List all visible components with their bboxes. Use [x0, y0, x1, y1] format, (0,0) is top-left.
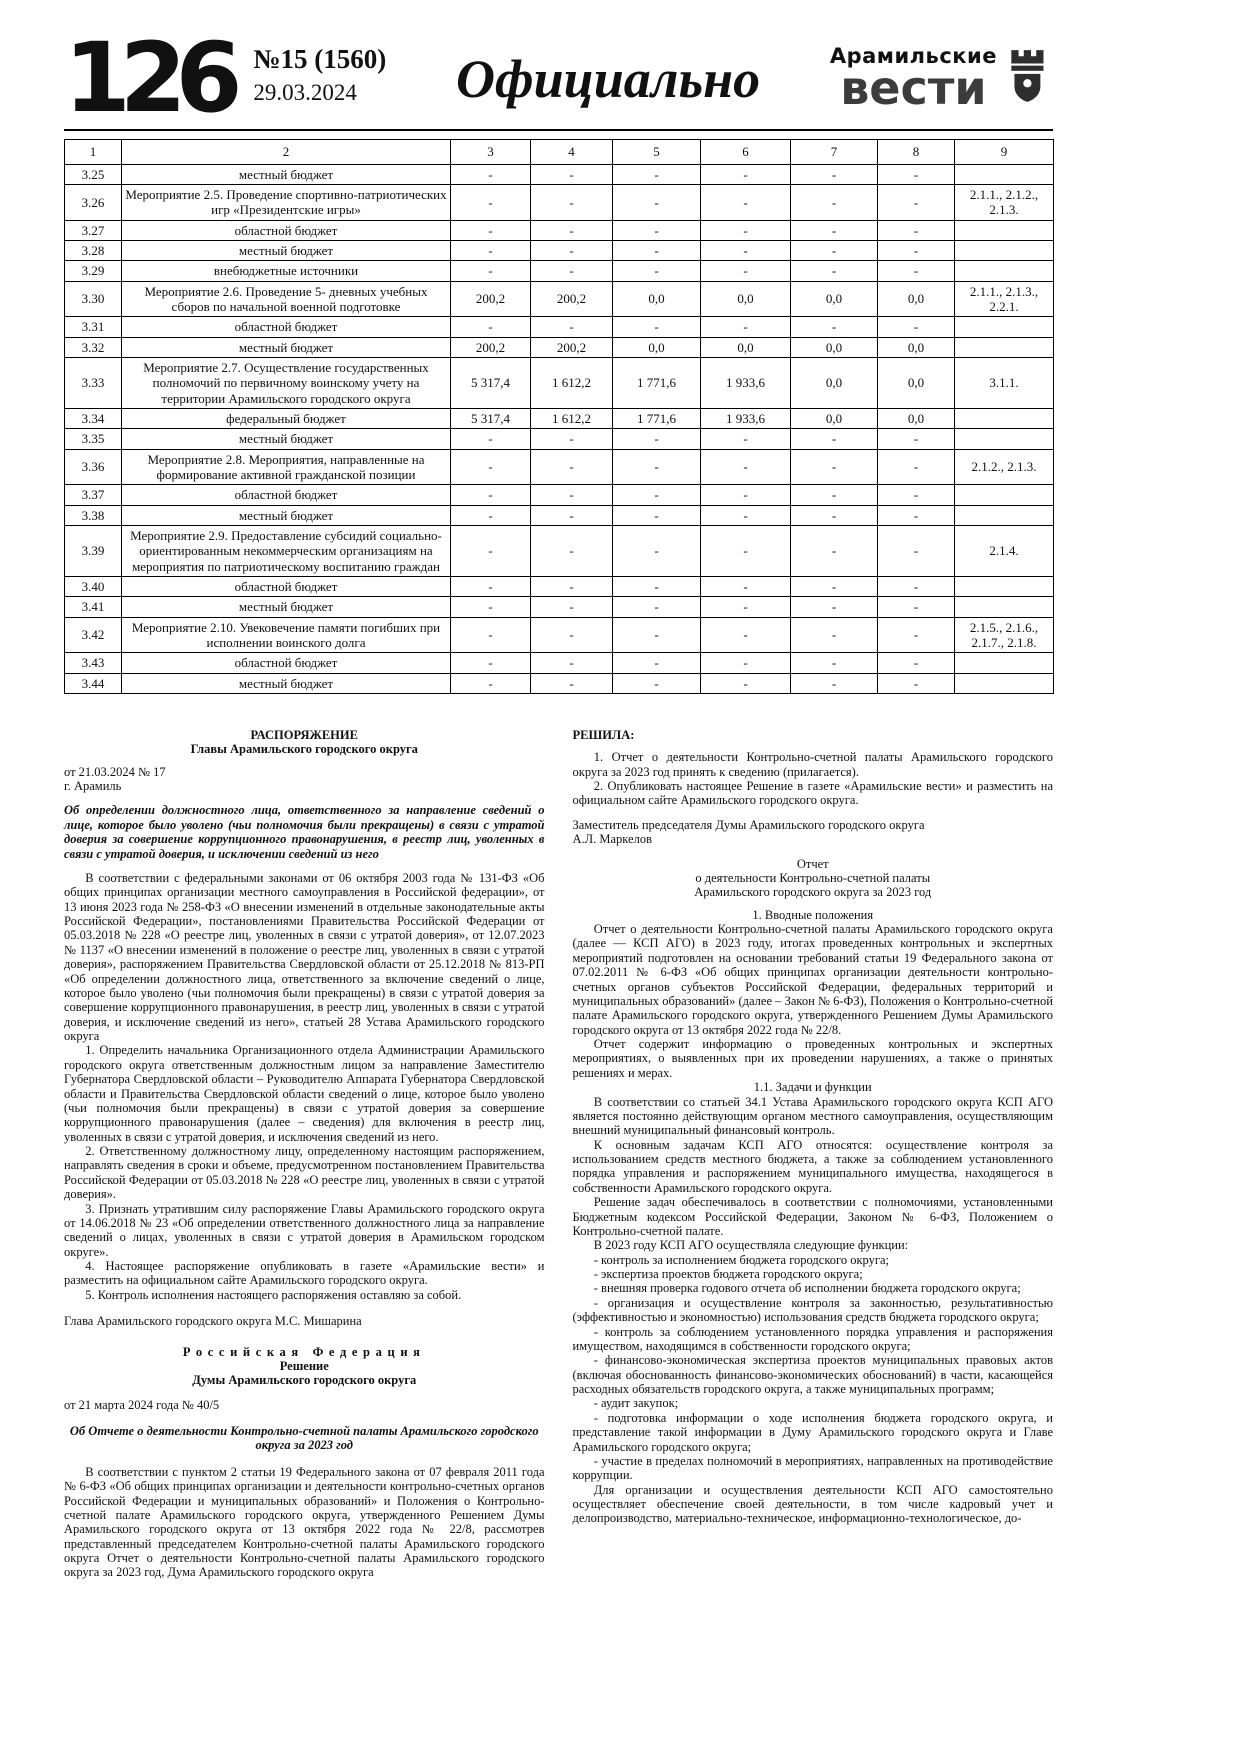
- article-columns: [64, 728, 1053, 1580]
- paragraph: Отчет содержит информацию о проведенных контрольных и экспертных мероприятиях, о выявленных при их проведении нарушениях, а также о принятых решениях и мерах.: [572, 1037, 1053, 1080]
- newspaper-brand: [829, 40, 1053, 115]
- value-cell: -: [531, 241, 613, 261]
- list-item: - подготовка информации о ходе исполнения бюджета городского округа, и представление такой информации в Думу Арамильского городского округа и Главе Арамильского городского округа;: [572, 1410, 1053, 1454]
- issue-block: [253, 40, 386, 106]
- row-label: областной бюджет: [122, 317, 451, 337]
- row-number: 3.29: [65, 261, 122, 281]
- paragraph: 1. Определить начальника Организационного отдела Администрации Арамильского городского округа ответственным должностным лицом за направление Заместителю Губернатора Свердловской области – Руководителю Аппарата Губернатора Свердловской области и Правительства Свердловской области сведений о лице, которое было уволено (чьи полномочия были прекращены) в связи с утратой доверия за совершение коррупционного правонарушения (далее – сведения) для включения в реестр лиц, уволенных в связи с утратой доверия, и исключения сведений из него.: [64, 1043, 545, 1144]
- signature-name: А.Л. Маркелов: [572, 832, 652, 847]
- value-cell: 1 771,6: [613, 409, 701, 429]
- value-cell: -: [791, 653, 878, 673]
- row-number: 3.35: [65, 429, 122, 449]
- value-cell: -: [451, 526, 531, 577]
- table-row: [65, 281, 1054, 317]
- value-cell: 200,2: [531, 337, 613, 357]
- signature-line: Глава Арамильского городского округа М.С. Мишарина: [64, 1314, 362, 1329]
- row-label: местный бюджет: [122, 337, 451, 357]
- doc-title: Российская Федерация: [182, 1344, 426, 1359]
- report-title: Отчет: [796, 856, 829, 871]
- column-header: 7: [791, 139, 878, 164]
- row-label: местный бюджет: [122, 597, 451, 617]
- value-cell: -: [451, 429, 531, 449]
- value-cell: 0,0: [701, 337, 791, 357]
- value-cell: -: [791, 505, 878, 525]
- value-cell: -: [531, 597, 613, 617]
- value-cell: -: [613, 526, 701, 577]
- value-cell: -: [451, 617, 531, 653]
- table-row: [65, 449, 1054, 485]
- value-cell: -: [701, 164, 791, 184]
- value-cell: -: [701, 220, 791, 240]
- value-cell: -: [701, 597, 791, 617]
- row-number: 3.33: [65, 358, 122, 409]
- value-cell: -: [451, 597, 531, 617]
- value-cell: -: [531, 653, 613, 673]
- doc-title: РАСПОРЯЖЕНИЕ: [250, 727, 358, 742]
- table-row: [65, 577, 1054, 597]
- value-cell: -: [791, 164, 878, 184]
- budget-table: [64, 139, 1054, 694]
- left-column: [64, 728, 545, 1580]
- value-cell: -: [878, 577, 955, 597]
- table-row: [65, 261, 1054, 281]
- row-label: местный бюджет: [122, 673, 451, 693]
- row-number: 3.40: [65, 577, 122, 597]
- paragraph: 2. Опубликовать настоящее Решение в газете «Арамильские вести» и разместить на официальном сайте Арамильского городского округа.: [572, 779, 1053, 808]
- program-ref-cell: 2.1.2., 2.1.3.: [955, 449, 1054, 485]
- row-number: 3.27: [65, 220, 122, 240]
- value-cell: -: [701, 449, 791, 485]
- value-cell: -: [878, 164, 955, 184]
- program-ref-cell: [955, 241, 1054, 261]
- value-cell: -: [451, 505, 531, 525]
- value-cell: -: [878, 241, 955, 261]
- value-cell: -: [531, 164, 613, 184]
- right-column: [573, 728, 1054, 1580]
- value-cell: 1 612,2: [531, 409, 613, 429]
- value-cell: -: [791, 617, 878, 653]
- value-cell: -: [531, 220, 613, 240]
- table-row: [65, 185, 1054, 221]
- paragraph: К основным задачам КСП АГО относятся: осуществление контроля за использованием средств местного бюджета, а также за соблюдением установленного порядка управления и распоряжением муниципального имущества, находящегося в собственности Арамильского городского округа.: [572, 1137, 1053, 1195]
- value-cell: -: [701, 317, 791, 337]
- value-cell: -: [451, 164, 531, 184]
- list-item: - аудит закупок;: [593, 1396, 679, 1411]
- program-ref-cell: [955, 317, 1054, 337]
- value-cell: -: [791, 449, 878, 485]
- table-row: [65, 337, 1054, 357]
- masthead: [64, 22, 1053, 134]
- table-row: [65, 673, 1054, 693]
- row-label: местный бюджет: [122, 241, 451, 261]
- table-row: [65, 317, 1054, 337]
- coat-of-arms-icon: [1007, 48, 1053, 104]
- paragraph: 2. Ответственному должностному лицу, определенному настоящим распоряжением, направлять сведения в сроки и объеме, предусмотренном постановлением Правительства Российской Федерации от 05.03.2018 № 228 «О реестре лиц, уволенных в связи с утратой доверия».: [64, 1144, 545, 1202]
- issue-number: №15 (1560): [253, 44, 387, 74]
- value-cell: -: [613, 317, 701, 337]
- value-cell: -: [878, 673, 955, 693]
- value-cell: -: [791, 241, 878, 261]
- table-row: [65, 358, 1054, 409]
- value-cell: -: [701, 653, 791, 673]
- value-cell: 0,0: [791, 337, 878, 357]
- row-number: 3.37: [65, 485, 122, 505]
- doc-place: г. Арамиль: [64, 779, 122, 794]
- value-cell: -: [531, 485, 613, 505]
- value-cell: -: [451, 220, 531, 240]
- program-ref-cell: 2.1.1., 2.1.2., 2.1.3.: [955, 185, 1054, 221]
- column-header: 9: [955, 139, 1054, 164]
- row-label: Мероприятие 2.9. Предоставление субсидий социально-ориентированным некоммерческим организациям на мероприятия по патриотическому воспитанию граждан: [122, 526, 451, 577]
- value-cell: -: [878, 261, 955, 281]
- value-cell: -: [451, 485, 531, 505]
- value-cell: -: [451, 261, 531, 281]
- paragraph: Решение задач обеспечивалось в соответствии с полномочиями, установленными Бюджетным кодексом Российской Федерации, Законом № 6-ФЗ, Положением о Контрольно-счетной палате.: [572, 1195, 1053, 1238]
- value-cell: 0,0: [791, 358, 878, 409]
- value-cell: -: [791, 485, 878, 505]
- value-cell: -: [791, 317, 878, 337]
- paragraph: В соответствии со статьей 34.1 Устава Арамильского городского округа КСП АГО является постоянно действующим органом местного самоуправления, осуществляющим внешний муниципальный финансовый контроль.: [572, 1094, 1053, 1138]
- column-header: 2: [122, 139, 451, 164]
- column-header: 6: [701, 139, 791, 164]
- value-cell: -: [701, 241, 791, 261]
- table-row: [65, 505, 1054, 525]
- program-ref-cell: 2.1.5., 2.1.6., 2.1.7., 2.1.8.: [955, 617, 1054, 653]
- program-ref-cell: 2.1.1., 2.1.3., 2.2.1.: [955, 281, 1054, 317]
- report-title: Арамильского городского округа за 2023 год: [694, 885, 932, 900]
- value-cell: -: [878, 449, 955, 485]
- value-cell: -: [791, 261, 878, 281]
- value-cell: -: [701, 526, 791, 577]
- budget-table-header-row: [65, 139, 1054, 164]
- value-cell: -: [613, 429, 701, 449]
- value-cell: 0,0: [791, 409, 878, 429]
- paragraph: 1. Отчет о деятельности Контрольно-счетной палаты Арамильского городского округа за 2023 год принять к сведению (прилагается).: [572, 750, 1053, 779]
- program-ref-cell: [955, 597, 1054, 617]
- value-cell: -: [791, 673, 878, 693]
- value-cell: 5 317,4: [451, 358, 531, 409]
- row-number: 3.31: [65, 317, 122, 337]
- table-row: [65, 617, 1054, 653]
- row-label: областной бюджет: [122, 653, 451, 673]
- row-number: 3.30: [65, 281, 122, 317]
- table-row: [65, 220, 1054, 240]
- value-cell: 0,0: [878, 281, 955, 317]
- list-item: - внешняя проверка годового отчета об исполнении бюджета городского округа;: [593, 1281, 1021, 1296]
- row-label: внебюджетные источники: [122, 261, 451, 281]
- table-row: [65, 241, 1054, 261]
- value-cell: -: [878, 505, 955, 525]
- program-ref-cell: [955, 220, 1054, 240]
- value-cell: -: [531, 577, 613, 597]
- value-cell: -: [791, 429, 878, 449]
- row-number: 3.36: [65, 449, 122, 485]
- row-number: 3.42: [65, 617, 122, 653]
- value-cell: -: [613, 449, 701, 485]
- value-cell: -: [613, 673, 701, 693]
- value-cell: -: [451, 673, 531, 693]
- value-cell: -: [531, 617, 613, 653]
- value-cell: 0,0: [791, 281, 878, 317]
- paragraph: В 2023 году КСП АГО осуществляла следующие функции:: [593, 1238, 909, 1253]
- value-cell: -: [531, 526, 613, 577]
- column-header: 8: [878, 139, 955, 164]
- value-cell: 5 317,4: [451, 409, 531, 429]
- brand-text: [829, 44, 997, 115]
- row-label: местный бюджет: [122, 429, 451, 449]
- value-cell: 1 771,6: [613, 358, 701, 409]
- budget-table-body: [65, 164, 1054, 693]
- value-cell: 0,0: [878, 409, 955, 429]
- table-row: [65, 429, 1054, 449]
- value-cell: -: [791, 597, 878, 617]
- value-cell: -: [613, 241, 701, 261]
- page-number: 126: [64, 22, 232, 134]
- row-number: 3.28: [65, 241, 122, 261]
- list-item: - финансово-экономическая экспертиза проектов муниципальных правовых актов (включая обоснованность финансово-экономических обоснований) в части, касающейся расходных обязательств городского округа, а также муниципальных программ;: [572, 1353, 1053, 1397]
- value-cell: -: [878, 485, 955, 505]
- list-item: - контроль за соблюдением установленного порядка управления и распоряжения имуществом, находящимся в собственности городского округа;: [572, 1324, 1053, 1353]
- row-label: местный бюджет: [122, 164, 451, 184]
- doc-subject: Об Отчете о деятельности Контрольно-счетной палаты Арамильского городского округа за 2023 год: [69, 1424, 539, 1453]
- program-ref-cell: 2.1.4.: [955, 526, 1054, 577]
- paragraph: 3. Признать утратившим силу распоряжение Главы Арамильского городского округа от 14.06.2018 № 23 «Об определении ответственного должностного лица за направление сведений о лицах, уволенных в связи с утратой доверия в Арамильском городском округе».: [64, 1201, 545, 1259]
- value-cell: 1 933,6: [701, 358, 791, 409]
- paragraph: Для организации и осуществления деятельности КСП АГО самостоятельно осуществляет обеспечение своей деятельности, в том числе кадровый учет и делопроизводство, материально-техническое, информационно-технологическое, до-: [572, 1482, 1053, 1526]
- value-cell: -: [791, 220, 878, 240]
- value-cell: -: [451, 185, 531, 221]
- value-cell: -: [878, 653, 955, 673]
- value-cell: -: [531, 673, 613, 693]
- row-number: 3.25: [65, 164, 122, 184]
- value-cell: -: [878, 429, 955, 449]
- value-cell: 0,0: [613, 337, 701, 357]
- value-cell: -: [613, 577, 701, 597]
- program-ref-cell: [955, 429, 1054, 449]
- row-label: Мероприятие 2.6. Проведение 5- дневных учебных сборов по начальной военной подготовке: [122, 281, 451, 317]
- section-heading: 1.1. Задачи и функции: [753, 1080, 872, 1095]
- paragraph: В соответствии с пунктом 2 статьи 19 Федерального закона от 07 февраля 2011 года № 6-ФЗ «Об общих принципах организации и деятельности контрольно-счетных органов Российской Федерации и муниципальных образований» и Положения о Контрольно-счетной палате Арамильского городского округа, утвержденного Решением Думы Арамильского городского округа от 13 октября 2022 года № 22/8, рассмотрев представленный председателем Контрольно-счетной палаты Арамильского городского округа Отчет о деятельности Контрольно-счетной палаты Арамильского городского округа за 2023 год, Дума Арамильского городского округа: [64, 1464, 545, 1580]
- program-ref-cell: [955, 485, 1054, 505]
- row-label: Мероприятие 2.8. Мероприятия, направленные на формирование активной гражданской позиции: [122, 449, 451, 485]
- row-label: областной бюджет: [122, 220, 451, 240]
- value-cell: -: [613, 485, 701, 505]
- value-cell: -: [701, 185, 791, 221]
- value-cell: 1 612,2: [531, 358, 613, 409]
- value-cell: -: [451, 317, 531, 337]
- value-cell: -: [531, 429, 613, 449]
- value-cell: -: [451, 653, 531, 673]
- value-cell: -: [613, 653, 701, 673]
- doc-date-number: от 21 марта 2024 года № 40/5: [64, 1397, 220, 1412]
- value-cell: -: [531, 317, 613, 337]
- row-label: федеральный бюджет: [122, 409, 451, 429]
- value-cell: -: [531, 505, 613, 525]
- column-header: 1: [65, 139, 122, 164]
- program-ref-cell: [955, 673, 1054, 693]
- value-cell: -: [878, 317, 955, 337]
- table-row: [65, 597, 1054, 617]
- row-number: 3.44: [65, 673, 122, 693]
- program-ref-cell: [955, 577, 1054, 597]
- value-cell: 200,2: [451, 337, 531, 357]
- value-cell: -: [701, 261, 791, 281]
- list-item: - экспертиза проектов бюджета городского округа;: [593, 1267, 863, 1282]
- column-header: 3: [451, 139, 531, 164]
- program-ref-cell: [955, 653, 1054, 673]
- row-number: 3.41: [65, 597, 122, 617]
- doc-subtitle: Думы Арамильского городского округа: [192, 1373, 417, 1388]
- table-row: [65, 164, 1054, 184]
- value-cell: -: [531, 261, 613, 281]
- value-cell: -: [613, 261, 701, 281]
- value-cell: -: [531, 449, 613, 485]
- issue-date: 29.03.2024: [253, 80, 357, 105]
- program-ref-cell: 3.1.1.: [955, 358, 1054, 409]
- value-cell: -: [451, 577, 531, 597]
- section-title: Официально: [455, 49, 761, 109]
- value-cell: -: [701, 505, 791, 525]
- table-row: [65, 526, 1054, 577]
- value-cell: -: [451, 241, 531, 261]
- program-ref-cell: [955, 409, 1054, 429]
- program-ref-cell: [955, 505, 1054, 525]
- value-cell: -: [878, 617, 955, 653]
- row-number: 3.38: [65, 505, 122, 525]
- paragraph: В соответствии с федеральными законами от 06 октября 2003 года № 131-ФЗ «Об общих принципах организации местного самоуправления в Российской федерации», от 13 июня 2023 года № 258-ФЗ «О внесении изменений в отдельные законодательные акты Российской Федерации», постановлениями Правительства Российской Федерации от 05.03.2018 № 228 «О реестре лиц, уволенных в связи с утратой доверия», от 12.07.2023 № 1137 «О внесении изменений в положение о реестре лиц, уволенных в связи с утратой доверия», распоряжением Правительства Свердловской области от 25.12.2018 № 813-РП «Об определении должностного лица, ответственного за включение сведений о лице, которое было уволено (чьи полномочия были прекращены) в связи с утратой доверия за совершение коррупционного правонарушения, в реестр лиц, уволенных в связи с утратой доверия, и исключение сведений из него», статьей 28 Устава Арамильского городского округа: [64, 870, 545, 1044]
- table-row: [65, 485, 1054, 505]
- value-cell: -: [451, 449, 531, 485]
- doc-subject: Об определении должностного лица, ответственного за направление сведений о лице, которое было уволено (чьи полномочия были прекращены) в связи с утратой доверия за совершение коррупционного правонарушения, в реестр лиц, уволенных в связи с утратой доверия, и исключении сведений из него: [64, 803, 545, 861]
- list-item: - участие в пределах полномочий в мероприятиях, направленных на противодействие коррупции.: [572, 1453, 1053, 1483]
- value-cell: 200,2: [451, 281, 531, 317]
- value-cell: -: [701, 485, 791, 505]
- row-label: Мероприятие 2.7. Осуществление государственных полномочий по первичному воинскому учету на территории Арамильского городского округа: [122, 358, 451, 409]
- value-cell: 0,0: [613, 281, 701, 317]
- list-item: - организация и осуществление контроля за законностью, результативностью (эффективностью и экономностью) использования средств бюджета городского округа;: [572, 1295, 1053, 1325]
- value-cell: -: [878, 526, 955, 577]
- doc-date-number: от 21.03.2024 № 17: [64, 764, 166, 779]
- row-label: областной бюджет: [122, 485, 451, 505]
- program-ref-cell: [955, 337, 1054, 357]
- row-number: 3.34: [65, 409, 122, 429]
- value-cell: -: [791, 185, 878, 221]
- value-cell: -: [878, 185, 955, 221]
- row-number: 3.32: [65, 337, 122, 357]
- value-cell: -: [613, 164, 701, 184]
- value-cell: -: [701, 673, 791, 693]
- list-item: - контроль за исполнением бюджета городского округа;: [593, 1252, 890, 1267]
- program-ref-cell: [955, 164, 1054, 184]
- section-heading: 1. Вводные положения: [752, 907, 874, 922]
- value-cell: -: [531, 185, 613, 221]
- table-row: [65, 409, 1054, 429]
- value-cell: -: [613, 597, 701, 617]
- paragraph: 4. Настоящее распоряжение опубликовать в газете «Арамильские вести» и разместить на официальном сайте Арамильского городского округа.: [64, 1259, 545, 1288]
- value-cell: -: [613, 220, 701, 240]
- value-cell: -: [791, 526, 878, 577]
- report-title: о деятельности Контрольно-счетной палаты: [695, 870, 931, 885]
- row-number: 3.39: [65, 526, 122, 577]
- doc-subtitle: Главы Арамильского городского округа: [190, 742, 418, 757]
- column-header: 5: [613, 139, 701, 164]
- row-label: Мероприятие 2.10. Увековечение памяти погибших при исполнении воинского долга: [122, 617, 451, 653]
- row-number: 3.26: [65, 185, 122, 221]
- brand-name-bottom: вести: [840, 61, 987, 115]
- paragraph: Отчет о деятельности Контрольно-счетной палаты Арамильского городского округа (далее — КСП АГО) в 2023 году, итогах проведенных контрольных и экспертных мероприятий подготовлен на основании требований статьи 19 Федерального закона от 07.02.2011 № 6-ФЗ «Об общих принципах организации деятельности контрольно-счетных органов субъектов Российской Федерации, федеральных территорий и муниципальных образований» (далее – Закон № 6-ФЗ), Положения о Контрольно-счетной палате Арамильского городского округа, утвержденного Решением Думы Арамильского городского округа от 13 октября 2022 года № 22/8.: [572, 922, 1053, 1037]
- table-row: [65, 653, 1054, 673]
- paragraph: 5. Контроль исполнения настоящего распоряжения оставляю за собой.: [85, 1287, 462, 1302]
- value-cell: -: [878, 597, 955, 617]
- column-header: 4: [531, 139, 613, 164]
- doc-title: Решение: [279, 1358, 329, 1373]
- masthead-left: [64, 22, 387, 134]
- value-cell: 200,2: [531, 281, 613, 317]
- value-cell: -: [613, 505, 701, 525]
- row-label: местный бюджет: [122, 505, 451, 525]
- value-cell: -: [613, 185, 701, 221]
- value-cell: -: [701, 577, 791, 597]
- value-cell: -: [878, 220, 955, 240]
- doc-resolved-label: РЕШИЛА:: [572, 727, 635, 742]
- value-cell: -: [701, 617, 791, 653]
- value-cell: 1 933,6: [701, 409, 791, 429]
- row-number: 3.43: [65, 653, 122, 673]
- row-label: областной бюджет: [122, 577, 451, 597]
- value-cell: -: [791, 577, 878, 597]
- value-cell: 0,0: [878, 337, 955, 357]
- value-cell: -: [613, 617, 701, 653]
- signature-title: Заместитель председателя Думы Арамильского городского округа: [572, 817, 925, 832]
- program-ref-cell: [955, 261, 1054, 281]
- value-cell: 0,0: [701, 281, 791, 317]
- value-cell: -: [701, 429, 791, 449]
- row-label: Мероприятие 2.5. Проведение спортивно-патриотических игр «Президентские игры»: [122, 185, 451, 221]
- value-cell: 0,0: [878, 358, 955, 409]
- brand-name-top: Арамильские: [829, 44, 997, 68]
